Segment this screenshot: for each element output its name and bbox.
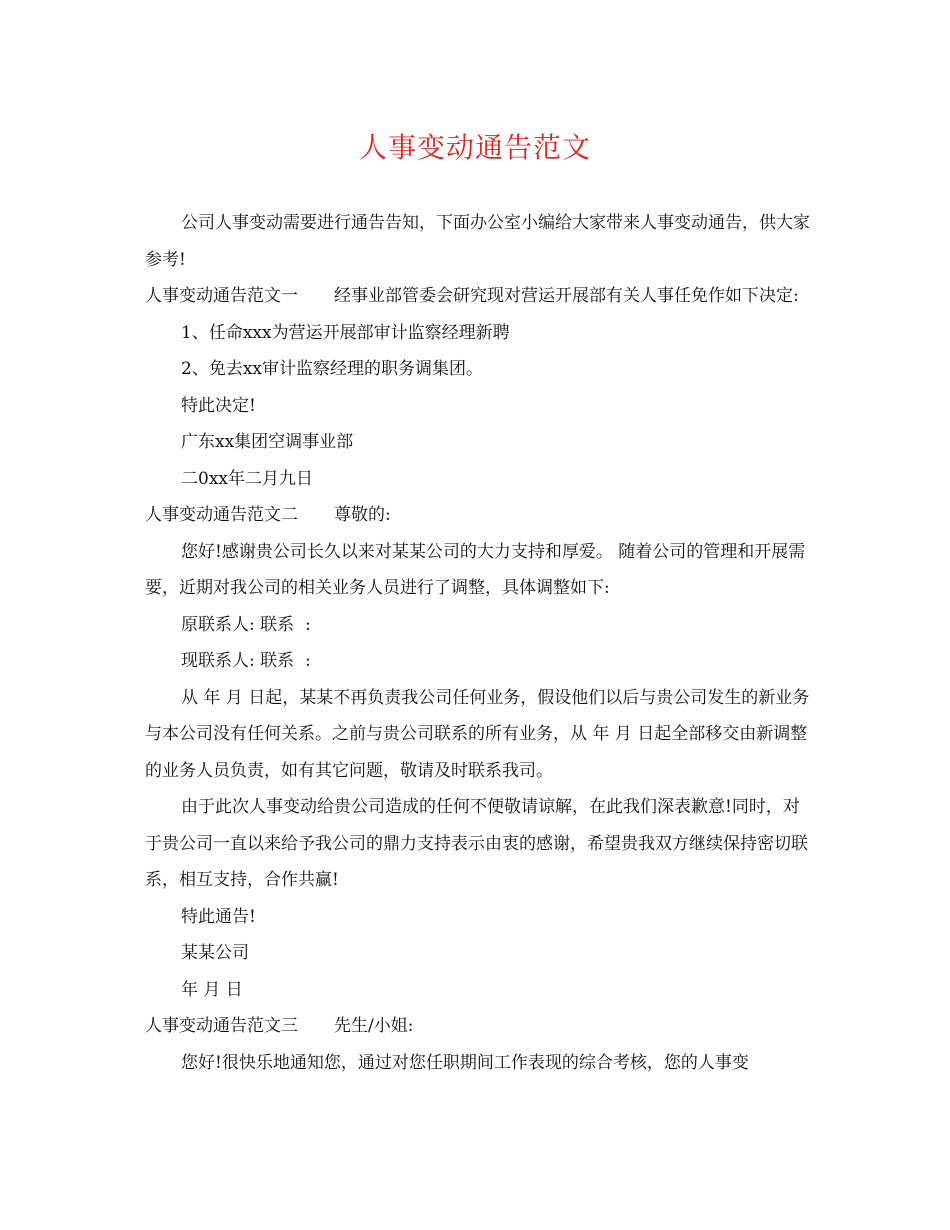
document-body <box>145 205 810 1081</box>
section-2-date: 年 月 日 <box>181 979 243 1000</box>
section-2-new-contact: 现联系人: 联系 : <box>181 651 311 671</box>
section-2-salutation: 尊敬的: <box>334 505 391 525</box>
section-1-organization: 广东xx集团空调事业部 <box>181 432 354 452</box>
section-2-old-contact: 原联系人: 联系 : <box>181 614 311 635</box>
section-3-salutation: 先生/小姐: <box>334 1016 414 1036</box>
section-2-heading-row <box>145 497 810 534</box>
section-2-closing: 特此通告! <box>181 906 256 927</box>
section-1-item-2: 2、免去xx审计监察经理的职务调集团。 <box>181 359 483 379</box>
section-1-lead: 经事业部管委会研究现对营运开展部有关人事任免作如下决定: <box>334 286 799 306</box>
intro-paragraph: 公司人事变动需要进行通告告知，下面办公室小编给大家带来人事变动通告，供大家参考! <box>145 213 810 270</box>
section-1-heading-row <box>145 278 810 315</box>
section-3-paragraph-1: 您好!很快乐地通知您，通过对您任职期间工作表现的综合考核，您的人事变 <box>181 1052 749 1073</box>
section-2-paragraph-1: 您好!感谢贵公司长久以来对某某公司的大力支持和厚爱。 随着公司的管理和开展需要，近期对我公司的相关业务人员进行了调整，具体调整如下: <box>145 541 806 598</box>
document-title: 人事变动通告范文 <box>358 131 591 164</box>
section-1-date: 二0xx年二月九日 <box>181 468 313 489</box>
section-2-paragraph-3: 由于此次人事变动给贵公司造成的任何不便敬请谅解，在此我们深表歉意!同时，对于贵公司一直以来给予我公司的鼎力支持表示由衷的感谢，希望贵我双方继续保持密切联系，相互支持，合作共赢! <box>145 797 808 890</box>
section-3-heading: 人事变动通告范文三 <box>145 1016 298 1036</box>
section-1-item-1: 1、任命xxx为营运开展部审计监察经理新聘 <box>181 322 510 343</box>
section-2-organization: 某某公司 <box>181 943 249 963</box>
section-3-heading-row <box>145 1008 810 1045</box>
section-2-heading: 人事变动通告范文二 <box>145 505 298 525</box>
section-2-paragraph-2: 从 年 月 日起，某某不再负责我公司任何业务，假设他们以后与贵公司发生的新业务与本公司没有任何关系。之前与贵公司联系的所有业务，从 年 月 日起全部移交由新调整的业务人员负责，如有其它问题，敬请及时联系我司。 <box>145 687 810 781</box>
section-1-heading: 人事变动通告范文一 <box>145 286 298 306</box>
section-1-closing: 特此决定! <box>181 395 256 416</box>
